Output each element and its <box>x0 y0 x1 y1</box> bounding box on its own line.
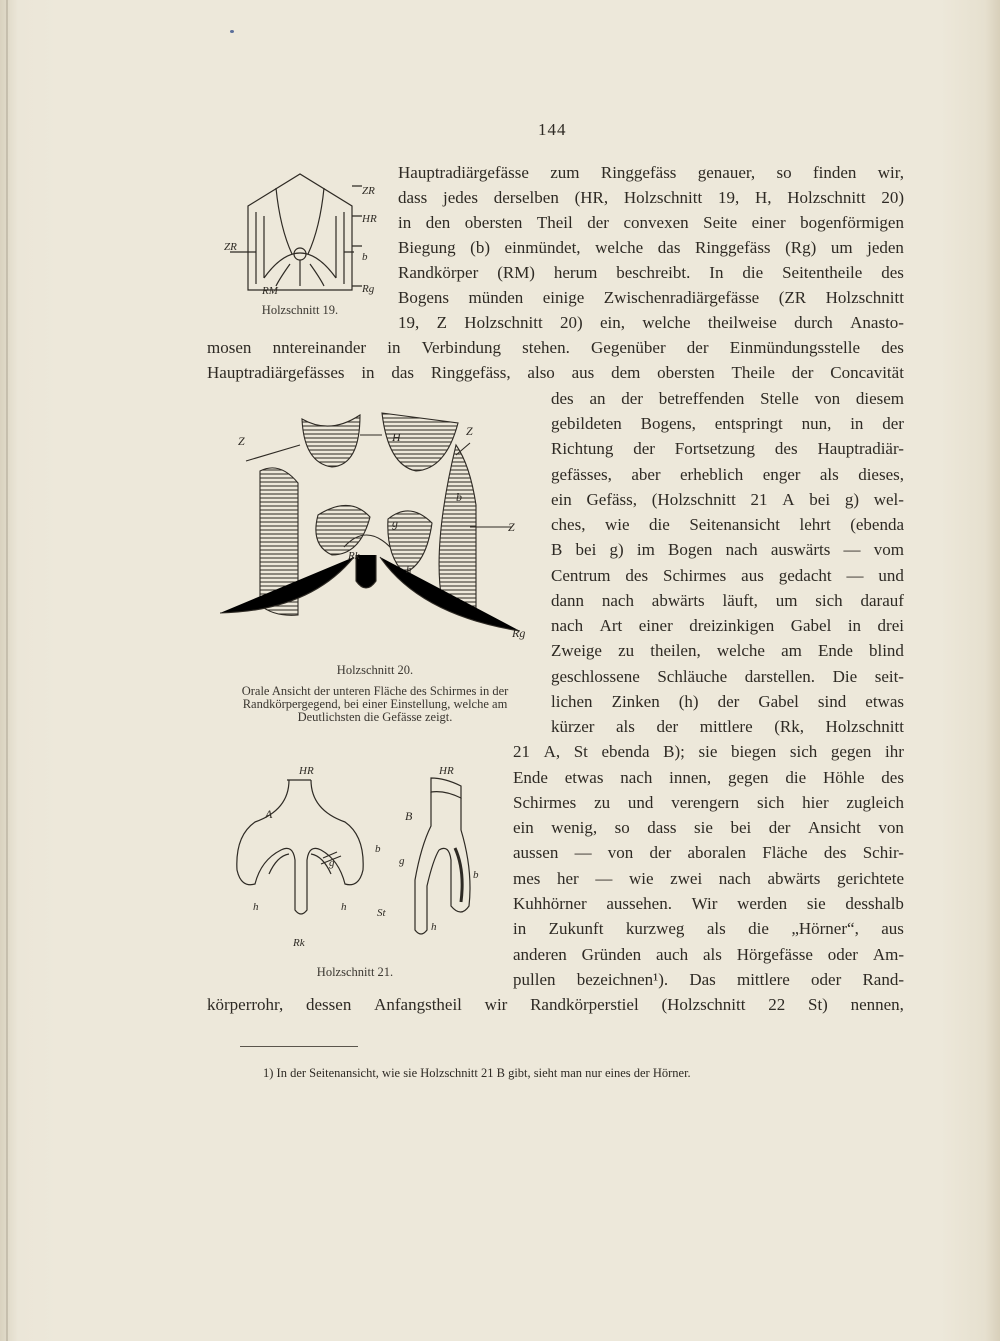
fig21-label: h <box>253 901 259 913</box>
fig21-label: g <box>329 857 335 869</box>
page-gutter <box>6 0 8 1341</box>
fig21-label: HR <box>439 765 454 777</box>
fig20-caption-text: Deutlichsten die Gefässe zeigt. <box>297 710 453 724</box>
fig19-label: HR <box>362 213 377 225</box>
ink-speck <box>230 30 234 33</box>
body-line: Centrum des Schirmes aus gedacht — und <box>551 566 904 585</box>
fig19-label: ZR <box>362 185 375 197</box>
body-line: dann nach abwärts läuft, um sich darauf <box>551 591 904 610</box>
body-line: des an der betreffenden Stelle von diesem <box>551 389 904 408</box>
fig20-label: Rk <box>348 550 360 562</box>
body-line: dass jedes derselben (HR, Holzschnitt 19, H, Holzschnitt 20) <box>398 188 904 207</box>
fig21-label: h <box>341 901 347 913</box>
body-line: Biegung (b) einmündet, welche das Ringgefäss (Rg) um jeden <box>398 238 904 257</box>
fig20-caption-title: Holzschnitt 20. <box>336 663 414 677</box>
fig21-caption: Holzschnitt 21. <box>316 965 394 979</box>
fig19-label: ZR <box>224 241 237 253</box>
body-line: Bogens münden einige Zwischenradiärgefässe (ZR Holzschnitt <box>398 288 904 307</box>
figure-holzschnitt-20 <box>220 405 550 655</box>
footnote-rule <box>240 1046 358 1047</box>
figure-holzschnitt-21 <box>225 760 495 960</box>
fig20-caption-text: Orale Ansicht der unteren Fläche des Schirmes in der <box>241 684 509 698</box>
body-line: nach Art einer dreizinkigen Gabel in drei <box>551 616 904 635</box>
body-line: 19, Z Holzschnitt 20) ein, welche theilweise durch Anasto- <box>398 313 904 332</box>
fig20-label: Rg <box>512 626 526 640</box>
fig19-label: RM <box>262 285 278 297</box>
fig19-label: b <box>362 251 368 263</box>
body-line: kürzer als der mittlere (Rk, Holzschnitt <box>551 717 904 736</box>
fig20-label: Z <box>466 424 473 438</box>
fig21-label: h <box>431 921 437 933</box>
fig20-label: h <box>406 564 412 576</box>
body-line: B bei g) im Bogen nach auswärts — vom <box>551 540 904 559</box>
body-line: Kuhhörner aussehen. Wir werden sie desshalb <box>513 894 904 913</box>
body-line: Schirmes zu und verengern sich hier zugleich <box>513 793 904 812</box>
body-line: gebildeten Bogens, entspringt nun, in der <box>551 414 904 433</box>
body-line: Hauptradiärgefässe zum Ringgefäss genauer, so finden wir, <box>398 163 904 182</box>
fig21-label: b <box>375 843 381 855</box>
fig21-label: St <box>377 907 386 919</box>
body-line: in den obersten Theil der convexen Seite einer bogenförmigen <box>398 213 904 232</box>
fig21-label: g <box>399 855 405 867</box>
body-line: mosen nntereinander in Verbindung stehen. Gegenüber der Einmündungsstelle des <box>207 338 904 357</box>
fig20-label: Z <box>238 434 245 448</box>
fig20-label: g <box>392 516 398 530</box>
body-line: pullen bezeichnen¹). Das mittlere oder Rand- <box>513 970 904 989</box>
figure-holzschnitt-19 <box>220 168 380 298</box>
body-line: Zweige zu theilen, welche am Ende blind <box>551 641 904 660</box>
fig19-caption: Holzschnitt 19. <box>261 303 339 317</box>
fig19-label: Rg <box>362 283 375 295</box>
body-line: ein wenig, so dass sie bei der Ansicht von <box>513 818 904 837</box>
body-line: Randkörper (RM) herum beschreibt. In die Seitentheile des <box>398 263 904 282</box>
body-line: in Zukunft kurzweg als die „Hörner“, aus <box>513 919 904 938</box>
body-line: gefässes, aber erheblich enger als dieses, <box>551 465 904 484</box>
body-line: Richtung der Fortsetzung des Hauptradiär- <box>551 439 904 458</box>
fig21-label: A <box>265 807 273 821</box>
body-line: anderen Gründen auch als Hörgefässe oder Am- <box>513 945 904 964</box>
body-line: lichen Zinken (h) der Gabel sind etwas <box>551 692 904 711</box>
fig21-label: b <box>473 869 479 881</box>
body-line: mes her — wie zwei nach abwärts gerichtete <box>513 869 904 888</box>
fig20-label: H <box>392 430 401 444</box>
body-line: körperrohr, dessen Anfangstheil wir Randkörperstiel (Holzschnitt 22 St) nennen, <box>207 995 904 1014</box>
body-line: ches, wie die Seitenansicht lehrt (ebenda <box>551 515 904 534</box>
body-line: ein Gefäss, (Holzschnitt 21 A bei g) wel- <box>551 490 904 509</box>
footnote: 1) In der Seitenansicht, wie sie Holzschnitt 21 B gibt, sieht man nur eines der Hörner. <box>263 1066 691 1080</box>
fig20-caption-text: Randkörpergegend, bei einer Einstellung, welche am <box>242 697 508 711</box>
fig20-label: b <box>456 490 462 504</box>
fig21-label: B <box>405 809 413 823</box>
fig21-label: Rk <box>293 937 305 949</box>
body-line: aussen — von der aboralen Fläche des Schir- <box>513 843 904 862</box>
fig20-label: Z <box>508 520 515 534</box>
body-line: geschlossene Schläuche darstellen. Die seit- <box>551 667 904 686</box>
body-line: Ende etwas nach innen, gegen die Höhle des <box>513 768 904 787</box>
body-line: 21 A, St ebenda B); sie biegen sich gegen ihr <box>513 742 904 761</box>
page-number: 144 <box>538 120 567 139</box>
body-line: Hauptradiärgefässes in das Ringgefäss, also aus dem obersten Theile der Concavität <box>207 363 904 382</box>
fig21-label: HR <box>299 765 314 777</box>
